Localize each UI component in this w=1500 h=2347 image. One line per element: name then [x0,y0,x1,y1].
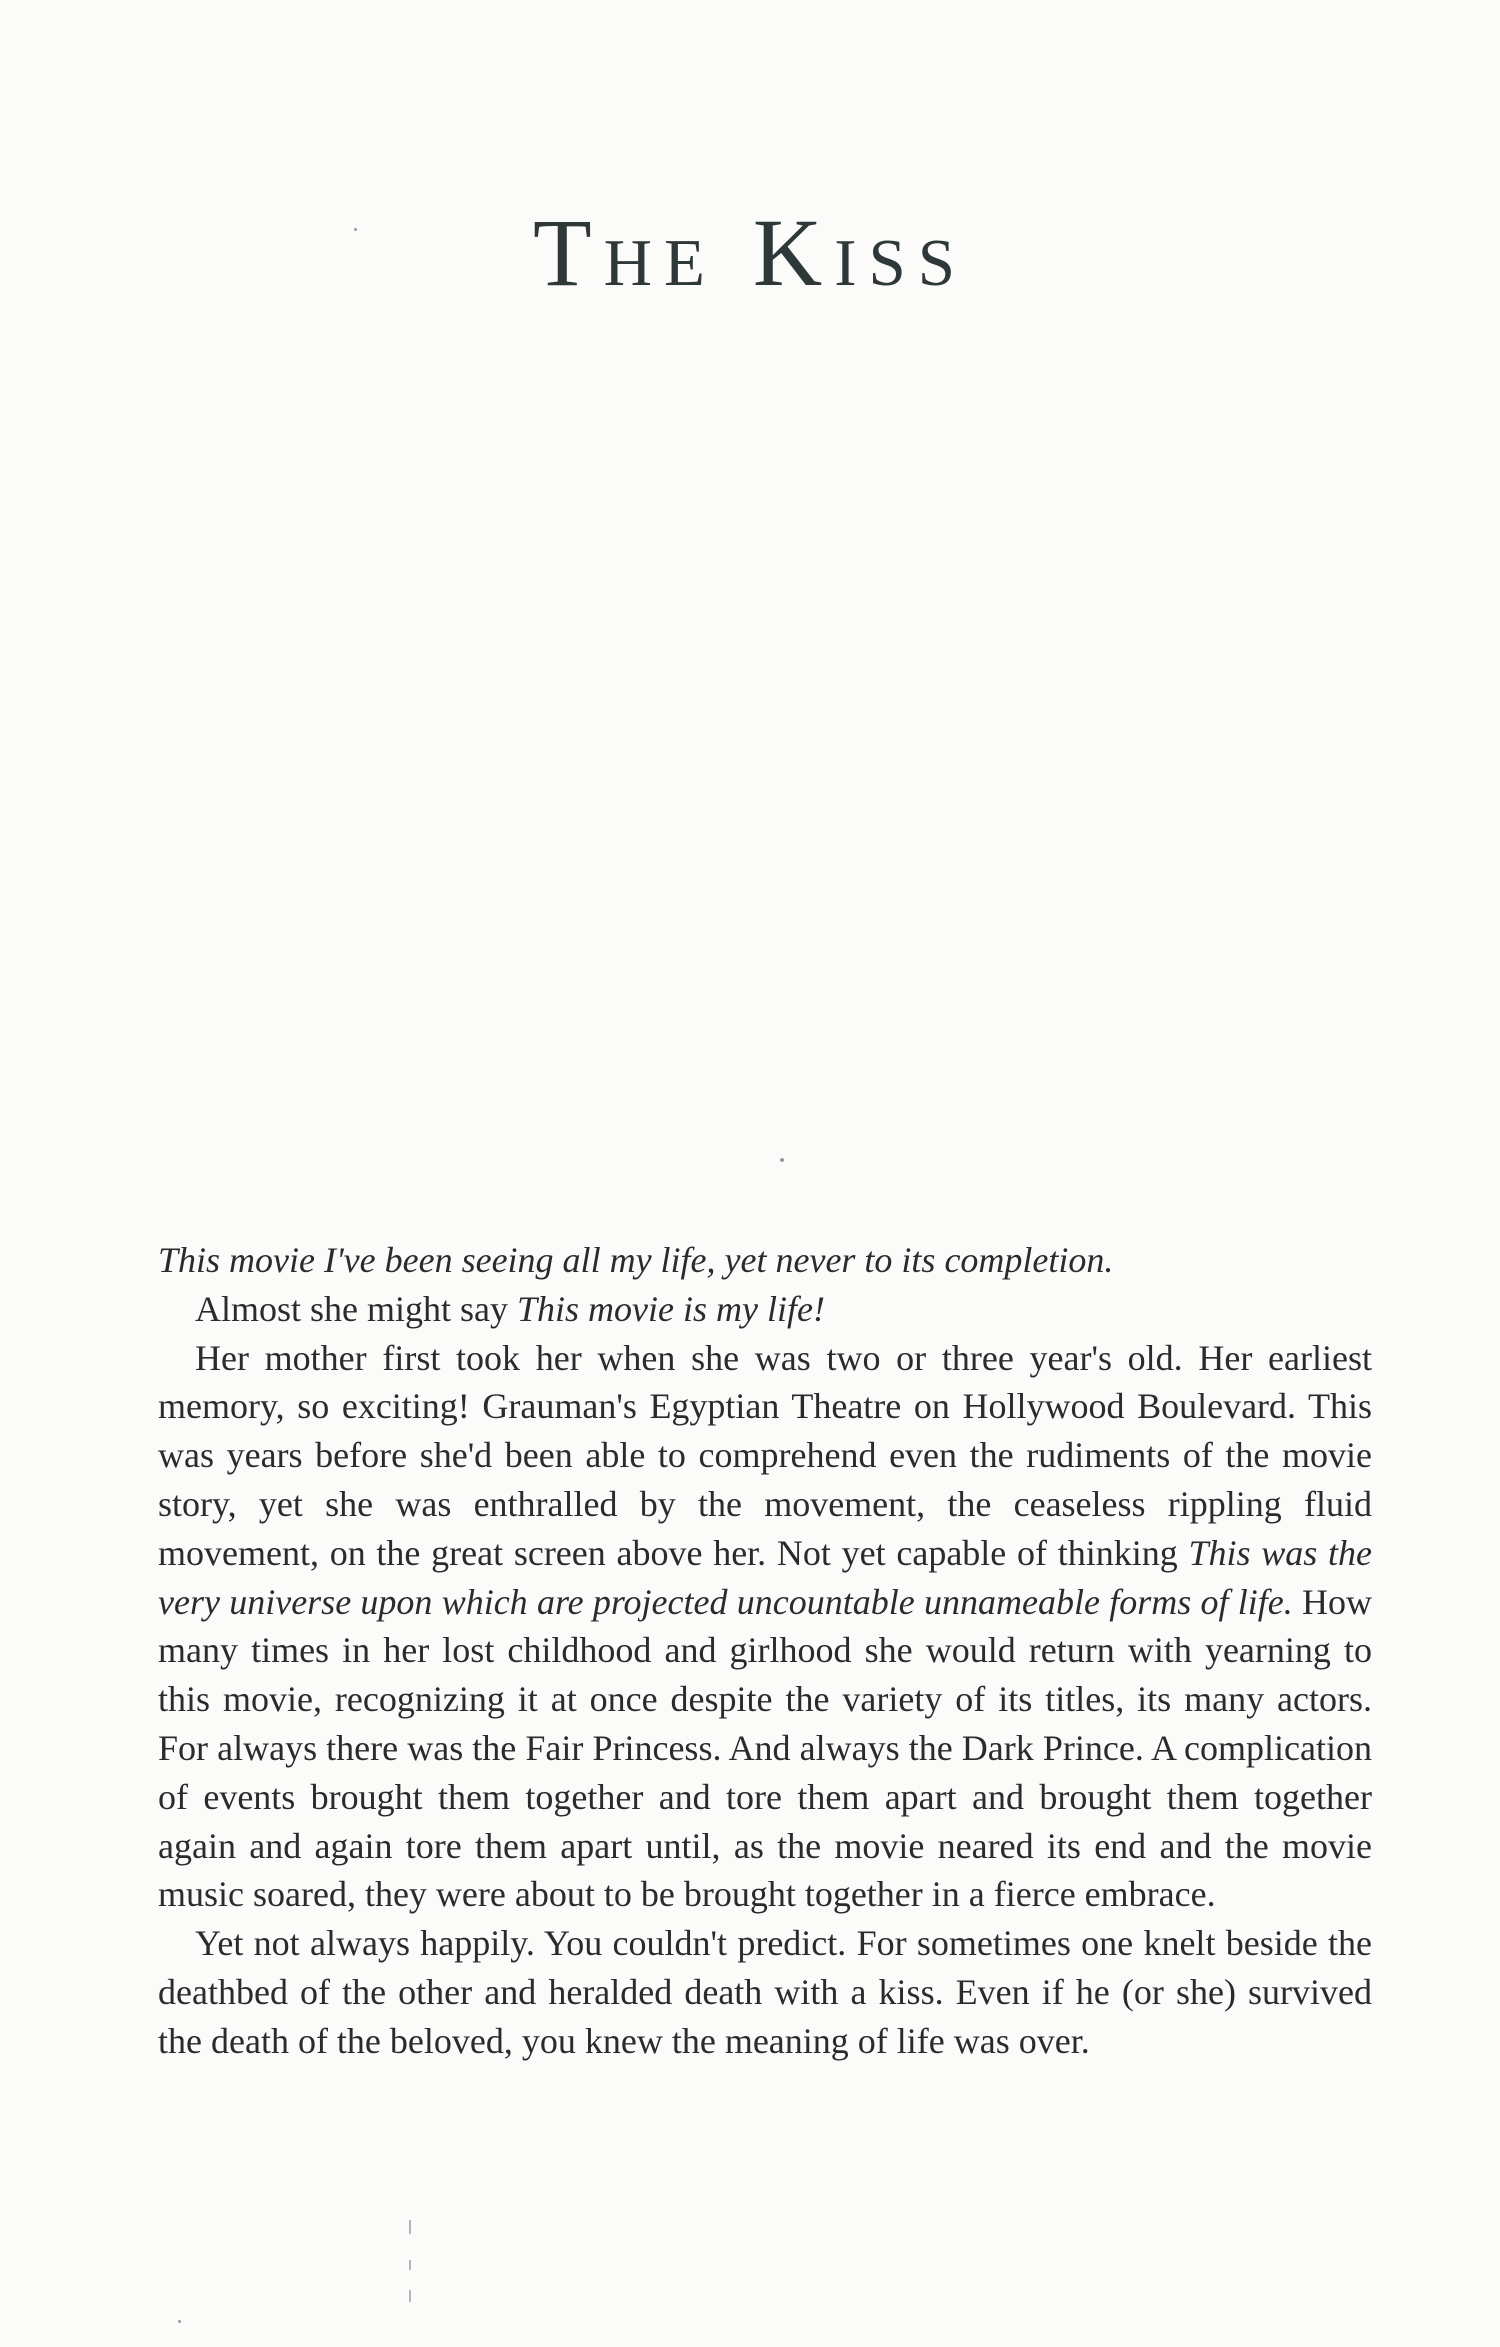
text-run: Her mother first took her when she was two or three year's old. Her earliest memory, so exciting! Grauman's Egyptian Theatre on Hollywood Boulevard. This was years before she'd been able to comprehend even the rudiments of the movie story, yet she was enthralled by the movement, the ceaseless rippling fluid movement, on the great screen above her. Not yet capable of thinking [158,1337,1372,1573]
chapter-title: The Kiss [532,199,968,306]
scan-speck [780,1158,784,1162]
text-run: Almost she might say [195,1288,517,1329]
paragraph [158,1919,1372,2065]
text-run: Yet not always happily. You couldn't predict. For sometimes one knelt beside the deathbed of the other and heralded death with a kiss. Even if he (or she) survived the death of the beloved, you knew the meaning of life was over. [158,1923,1372,2061]
paragraph [158,1334,1372,1920]
paragraph [158,1236,1372,1285]
scan-speck [354,228,357,231]
text-run: How many times in her lost childhood and girlhood she would return with yearning to this movie, recognizing it at once despite the variety of its titles, its many actors. For always there was the Fair Princess. And always the Dark Prince. A complication of events brought them together and tore them apart and brought them together again and again tore them apart until, as the movie neared its end and the movie music soared, they were about to be brought together in a fierce embrace. [158,1581,1372,1915]
chapter-body [158,1236,1372,2066]
italic-text: This movie is my life! [517,1288,825,1329]
scan-scratch [409,2220,411,2234]
scan-speck [178,2320,181,2323]
scan-scratch [409,2260,411,2270]
paragraph [158,1285,1372,1334]
scan-scratch [409,2290,411,2302]
italic-text: This was the very universe upon which are projected uncountable unnameable forms of life. [158,1532,1372,1622]
italic-text: This movie I've been seeing all my life, yet never to its completion. [158,1240,1114,1280]
